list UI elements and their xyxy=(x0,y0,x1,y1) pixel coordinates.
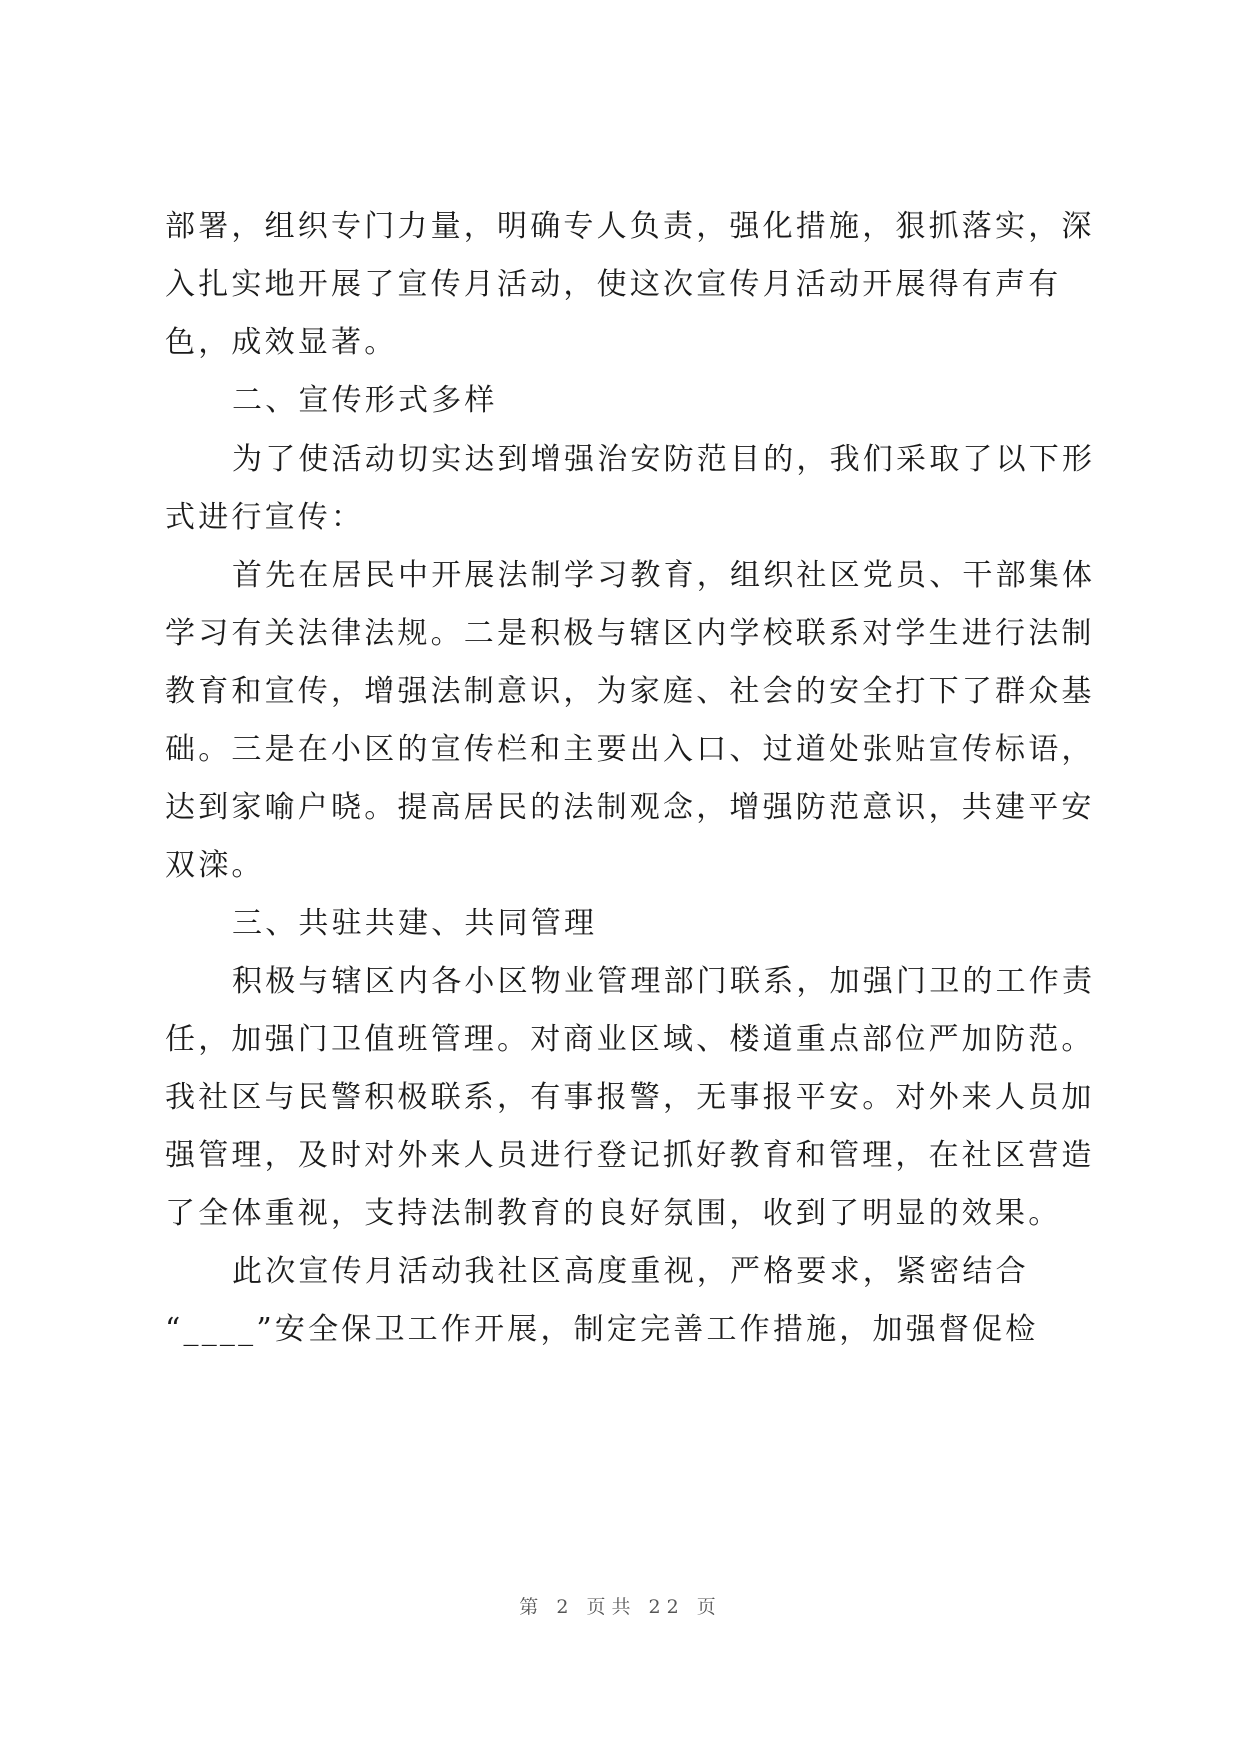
text-line: 为了使活动切实达到增强治安防范目的，我们采取了以下形 xyxy=(232,442,1096,477)
section-heading: 三、共驻共建、共同管理 xyxy=(232,906,598,941)
text-line: 入扎实地开展了宣传月活动，使这次宣传月活动开展得有声有 xyxy=(165,267,1062,302)
page-number-footer: 第 2 页共 22 页 xyxy=(519,1596,722,1618)
text-line: 积极与辖区内各小区物业管理部门联系，加强门卫的工作责 xyxy=(232,964,1096,999)
text-line: 学习有关法律法规。二是积极与辖区内学校联系对学生进行法制 xyxy=(165,616,1095,651)
text-line: 我社区与民警积极联系，有事报警，无事报平安。对外来人员加 xyxy=(165,1080,1095,1115)
text-line: 色，成效显著。 xyxy=(165,325,398,360)
text-line: 础。三是在小区的宣传栏和主要出入口、过道处张贴宣传标语， xyxy=(165,732,1095,767)
text-line: 任，加强门卫值班管理。对商业区域、楼道重点部位严加防范。 xyxy=(165,1022,1095,1057)
section-heading: 二、宣传形式多样 xyxy=(232,383,498,418)
text-line: 达到家喻户晓。提高居民的法制观念，增强防范意识，共建平安 xyxy=(165,790,1095,825)
text-line: 了全体重视，支持法制教育的良好氛围，收到了明显的效果。 xyxy=(165,1196,1062,1231)
text-line: 教育和宣传，增强法制意识，为家庭、社会的安全打下了群众基 xyxy=(165,674,1095,709)
text-line: “____”安全保卫工作开展，制定完善工作措施，加强督促检 xyxy=(165,1312,1039,1347)
text-line: 式进行宣传： xyxy=(165,500,365,535)
text-line: 首先在居民中开展法制学习教育，组织社区党员、干部集体 xyxy=(232,558,1096,593)
text-line: 部署，组织专门力量，明确专人负责，强化措施，狠抓落实，深 xyxy=(165,209,1095,244)
text-line: 强管理，及时对外来人员进行登记抓好教育和管理，在社区营造 xyxy=(165,1138,1095,1173)
text-line: 此次宣传月活动我社区高度重视，严格要求，紧密结合 xyxy=(232,1254,1029,1289)
text-line: 双滦。 xyxy=(165,848,265,883)
